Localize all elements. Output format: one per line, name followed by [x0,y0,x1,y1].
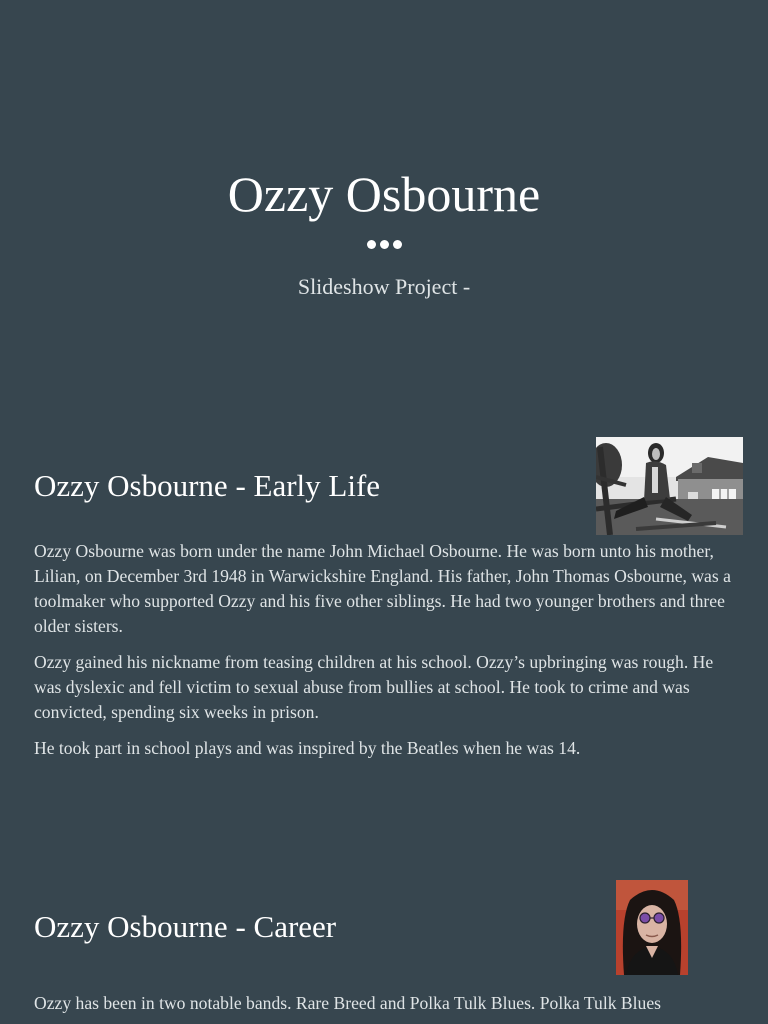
early-life-heading: Ozzy Osbourne - Early Life [34,468,381,503]
page-title: Ozzy Osbourne [227,166,541,222]
early-life-paragraph: He took part in school plays and was inspired by the Beatles when he was 14. [34,738,581,758]
career-photo [616,880,688,975]
early-life-photo [596,437,743,535]
career-paragraph: Ozzy has been in two notable bands. Rare Breed and Polka Tulk Blues. Polka Tulk Blues [34,993,661,1013]
early-life-paragraph: Ozzy Osbourne was born under the name John Michael Osbourne. He was born unto his mother, Lilian, on December 3rd 1948 in Warwickshire England. His father, John Thomas Osbourne, was a toolmaker who supported Ozzy and his five other siblings. He had two younger brothers and three older sisters. [34,541,731,636]
career-heading: Ozzy Osbourne - Career [34,909,337,944]
early-life-paragraph: Ozzy gained his nickname from teasing children at his school. Ozzy’s upbringing was rough. He was dyslexic and fell victim to sexual abuse from bullies at school. He took to crime and was convicted, spending six weeks in prison. [34,652,714,722]
page-subtitle: Slideshow Project - [297,274,471,299]
